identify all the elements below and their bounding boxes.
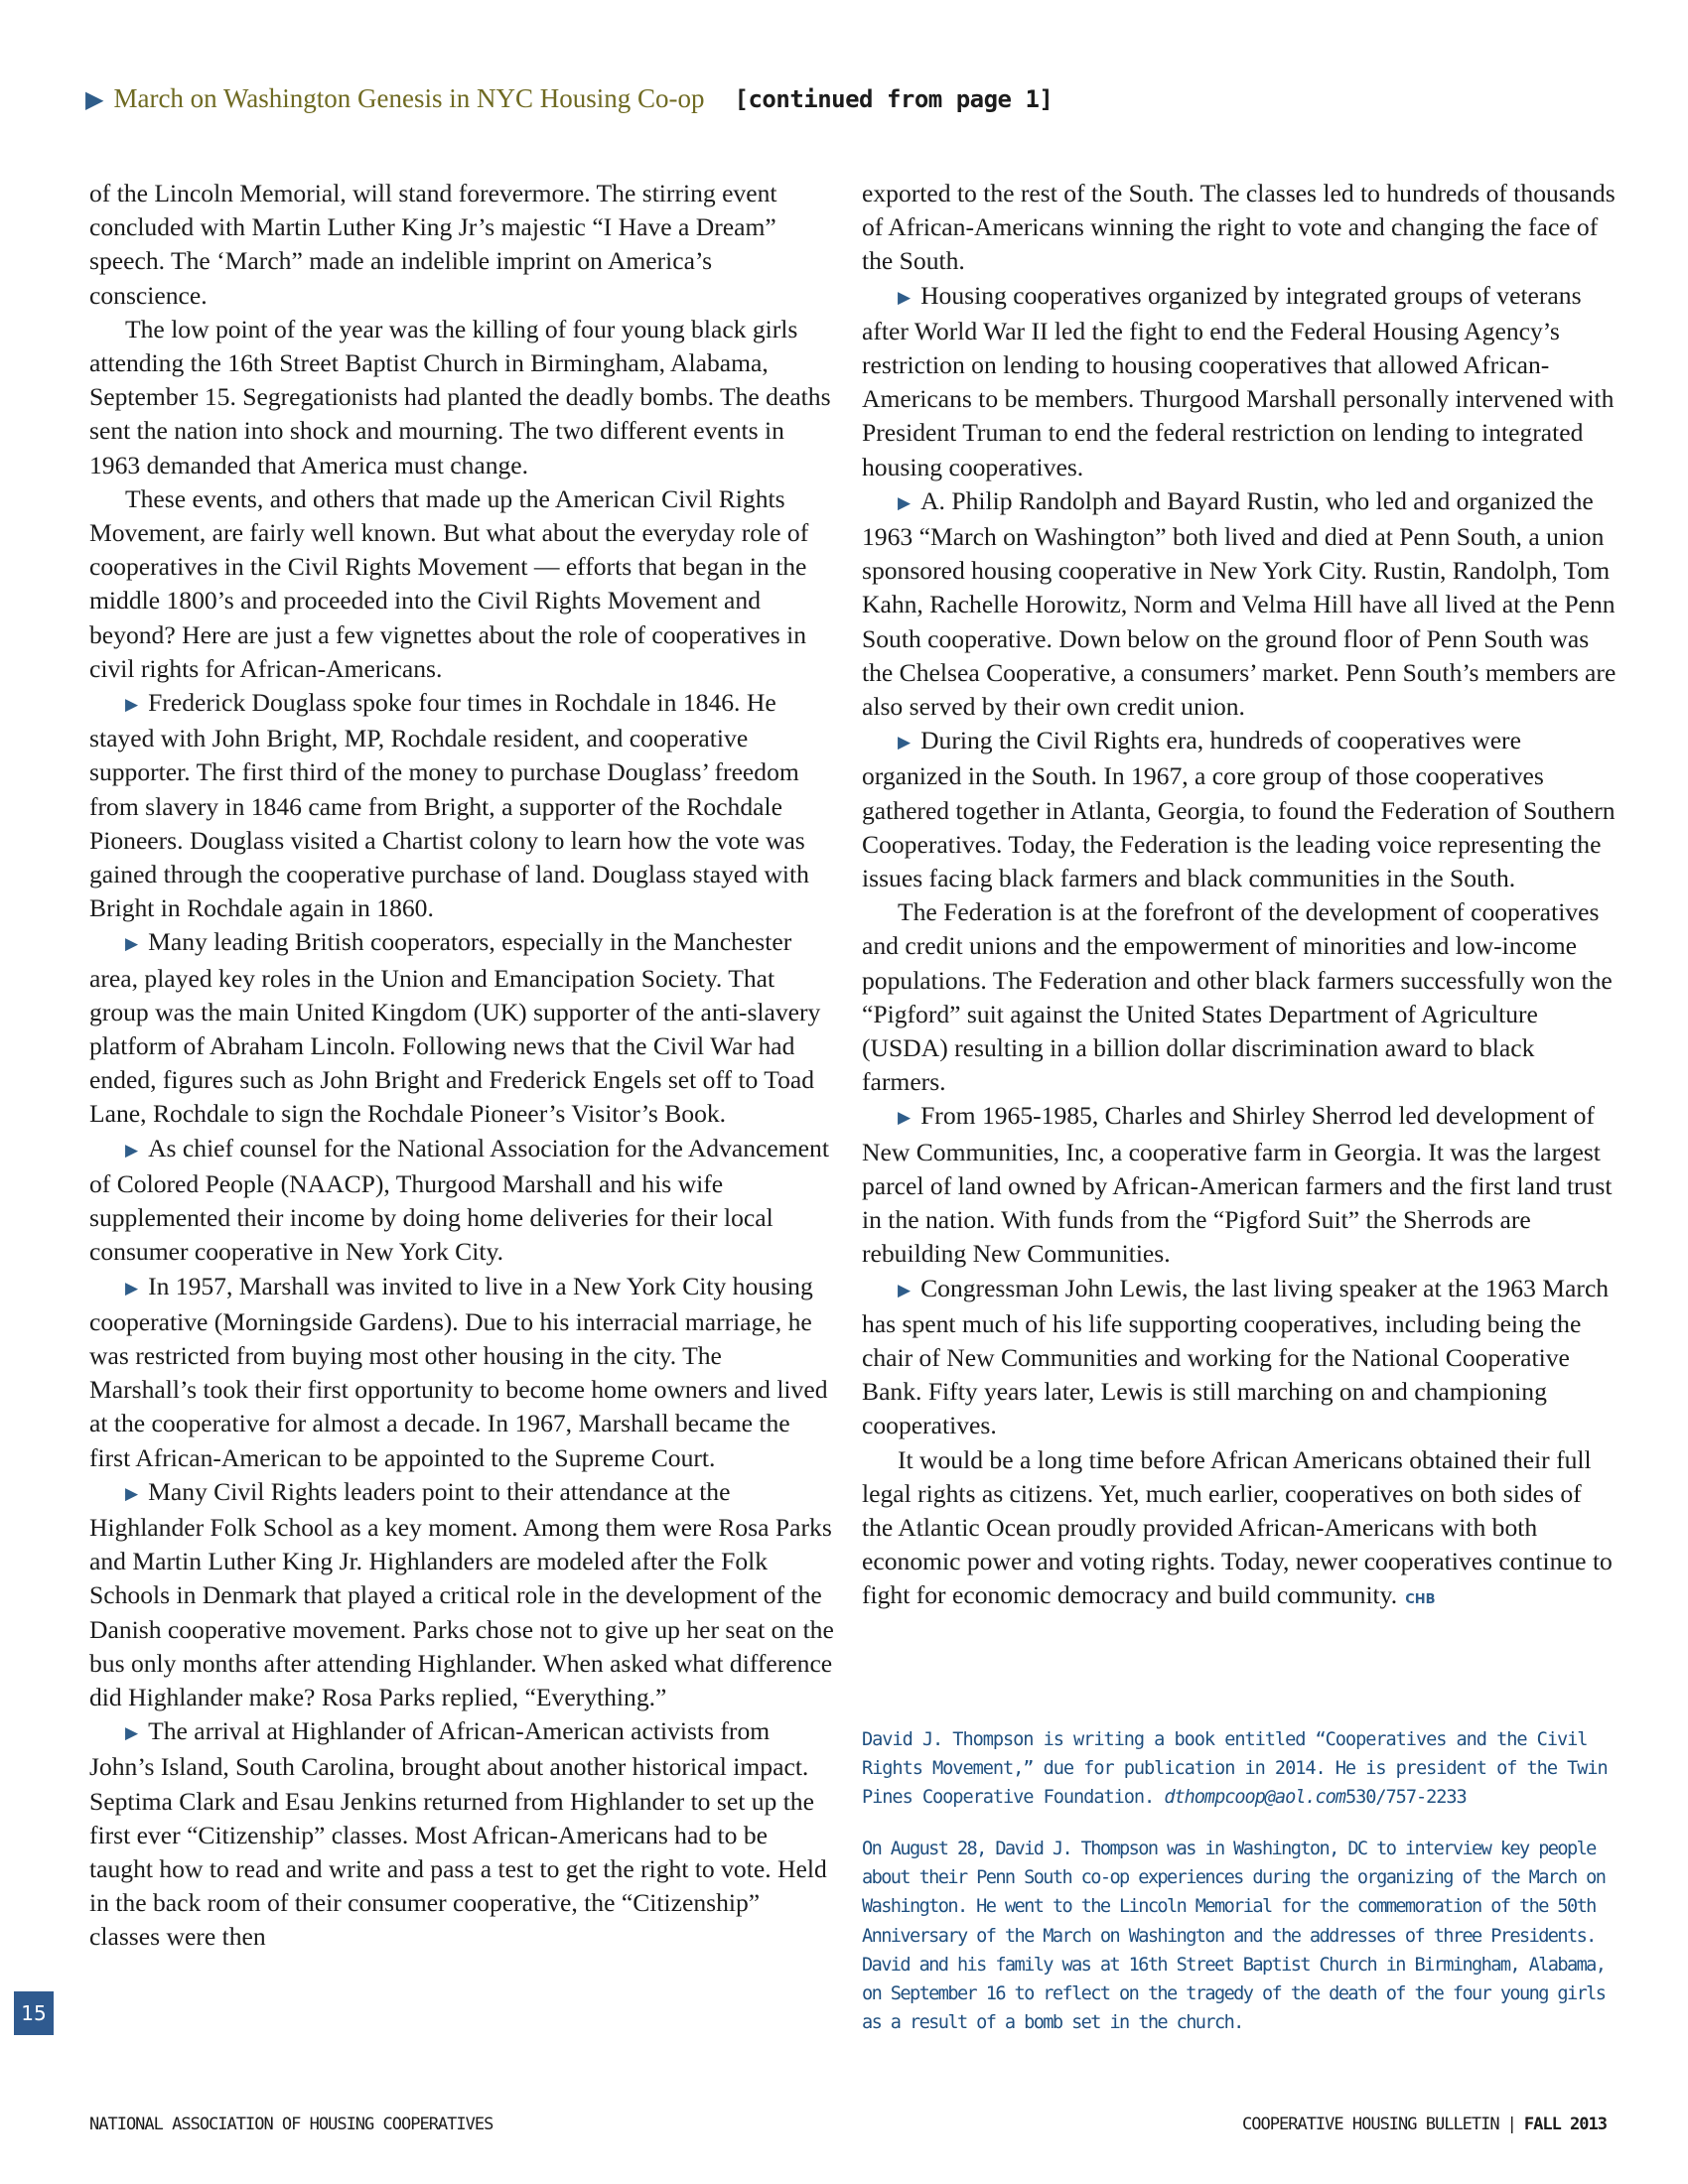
paragraph-text: A. Philip Randolph and Bayard Rustin, who led and organized the 1963 “March on Washington” both lived and died at Penn South, a union sponsored housing cooperative in New York City. Rustin, Randolph, Tom Kahn, Rachelle Horowitz, Norm and Velma Hill have all lived at the Penn South cooperative. Down below on the ground floor of Penn South was the Chelsea Cooperative, a consumers’ market. Penn South’s members are also served by their own credit union. — [862, 485, 1617, 722]
paragraph: exported to the rest of the South. The classes led to hundreds of thousands of African-Americans winning the right to vote and changing the face of the South. — [862, 179, 1616, 276]
paragraph-text: The arrival at Highlander of African-American activists from John’s Island, South Carolina, brought about another historical impact. Septima Clark and Esau Jenkins returned from Highlander to set up the first ever “Citizenship” classes. Most African-Americans had to be taught how to read and write and pass a test to get the right to vote. Held in the back room of their consumer cooperative, the “Citizenship” classes were then — [89, 1716, 827, 1952]
triangle-right-icon: ▶ — [898, 1280, 912, 1300]
triangle-right-icon: ▶ — [898, 1108, 912, 1129]
author-note — [862, 1725, 1617, 1812]
author-note-text-block — [862, 1725, 1617, 1812]
triangle-right-icon: ▶ — [85, 85, 104, 113]
triangle-right-icon: ▶ — [125, 934, 139, 955]
signature-mark: CHB — [1405, 1592, 1436, 1608]
bullet-paragraph — [862, 1272, 1617, 1443]
bullet-paragraph — [89, 1714, 834, 1954]
paragraph-text: Frederick Douglass spoke four times in Rochdale in 1846. He stayed with John Bright, MP, Rochdale resident, and cooperative supporter. The first third of the money to purchase Douglass’ freedom from slavery in 1846 came from Bright, a supporter of the Rochdale Pioneers. Douglass visited a Chartist colony to learn how the vote was gained through the cooperative purchase of land. Douglass stayed with Bright in Rochdale again in 1860. — [89, 688, 809, 923]
triangle-right-icon: ▶ — [125, 1483, 139, 1504]
closing-paragraph — [862, 1443, 1617, 1618]
article-title: March on Washington Genesis in NYC Housing Co-op — [113, 83, 705, 113]
paragraph-text: During the Civil Rights era, hundreds of cooperatives were organized in the South. In 1967, a core group of those cooperatives gathered together in Atlanta, Georgia, to found the Federation of Southern Cooperatives. Today, the Federation is the leading voice representing the issues facing black farmers and black communities in the South. — [862, 726, 1616, 893]
bullet-paragraph — [89, 1270, 834, 1475]
washington-note-text: On August 28, David J. Thompson was in Washington, DC to interview key people about their Penn South co-op experiences during the organizing of the March on Washington. He went to the Lincoln Memorial for the commemoration of the 50th Anniversary of the March on Washington and the addresses of three Presidents. David and his family was at 16th Street Baptist Church in Birmingham, Alabama, on September 16 to reflect on the tragedy of the death of the four young girls as a result of a bomb set in the church. — [862, 1839, 1606, 2034]
left-column — [89, 177, 834, 1955]
footer-organization: NATIONAL ASSOCIATION OF HOUSING COOPERATIVES — [89, 2115, 493, 2134]
bullet-paragraph — [89, 1475, 834, 1714]
paragraph: These events, and others that made up the American Civil Rights Movement, are fairly well known. But what about the everyday role of cooperatives in the Civil Rights Movement — efforts that began in the middle 1800’s and proceeded into the Civil Rights Movement and beyond? Here are just a few vignettes about the role of cooperatives in civil rights for African-Americans. — [89, 483, 809, 683]
bullet-paragraph — [862, 1099, 1617, 1271]
paragraph-text: Housing cooperatives organized by integrated groups of veterans after World War II led the fight to end the Federal Housing Agency’s restriction on lending to housing cooperatives that allowed African-Americans to be members. Thurgood Marshall personally intervened with President Truman to end the federal restriction on lending to integrated housing cooperatives. — [862, 280, 1615, 481]
paragraph: The Federation is at the forefront of the development of cooperatives and credit unions and the empowerment of minorities and low-income populations. The Federation and other black farmers successfully won the “Pigford” suit against the United States Department of Agriculture (USDA) resulting in a billion dollar discrimination award to black farmers. — [862, 897, 1613, 1097]
bullet-paragraph — [89, 925, 834, 1131]
issue-label: FALL 2013 — [1523, 2115, 1607, 2134]
bullet-paragraph — [89, 1132, 834, 1270]
footer-separator: | — [1506, 2115, 1516, 2134]
footer-publication — [1242, 2115, 1607, 2134]
paragraph-text: As chief counsel for the National Association for the Advancement of Colored People (NAACP), Thurgood Marshall and his wife supplemented their income by doing home deliveries for their local consumer cooperative in New York City. — [89, 1133, 829, 1267]
paragraph-text: In 1957, Marshall was invited to live in a New York City housing cooperative (Morningside Gardens). Due to his interracial marriage, he was restricted from buying most other housing in the city. The Marshall’s took their first opportunity to become home owners and lived at the cooperative for almost a decade. In 1967, Marshall became the first African-American to be appointed to the Supreme Court. — [89, 1271, 828, 1472]
triangle-right-icon: ▶ — [898, 733, 912, 753]
paragraph-text: From 1965-1985, Charles and Shirley Sherrod led development of New Communities, Inc, a cooperative farm in Georgia. It was the largest parcel of land owned by African-American farmers and the first land trust in the nation. With funds from the “Pigford Suit” the Sherrods are rebuilding New Communities. — [862, 1101, 1613, 1269]
publication-name: COOPERATIVE HOUSING BULLETIN — [1242, 2115, 1499, 2134]
bullet-paragraph — [89, 686, 834, 925]
washington-note — [862, 1835, 1617, 2037]
triangle-right-icon: ▶ — [125, 1140, 139, 1160]
triangle-right-icon: ▶ — [125, 1278, 139, 1298]
bullet-paragraph — [862, 724, 1617, 895]
continued-label: [continued from page 1] — [734, 85, 1054, 113]
article-header — [85, 83, 1615, 127]
paragraph: The low point of the year was the killing of four young black girls attending the 16th Street Baptist Church in Birmingham, Alabama, September 15. Segregationists had planted the deadly bombs. The deaths sent the nation into shock and mourning. The two different events in 1963 demanded that America must change. — [89, 314, 831, 479]
triangle-right-icon: ▶ — [125, 695, 139, 716]
paragraph-text: Many Civil Rights leaders point to their attendance at the Highlander Folk School as a key moment. Among them were Rosa Parks and Martin Luther King Jr. Highlanders are modeled after the Folk Schools in Denmark that played a critical role in the development of the Danish cooperative movement. Parks chose not to give up her seat on the bus only months after attending Highlander. When asked what difference did Highlander make? Rosa Parks replied, “Everything.” — [89, 1476, 834, 1711]
author-note-text: David J. Thompson is writing a book entitled “Cooperatives and the Civil Rights Movement,” due for publication in 2014. He is president of the Twin Pines Cooperative Foundation. — [862, 1729, 1608, 1808]
paragraph-text: Many leading British cooperators, especially in the Manchester area, played key roles in the Union and Emancipation Society. That group was the main United Kingdom (UK) supporter of the anti-slavery platform of Abraham Lincoln. Following news that the Civil War had ended, figures such as John Bright and Frederick Engels set off to Toad Lane, Rochdale to sign the Rochdale Pioneer’s Visitor’s Book. — [89, 927, 821, 1129]
paragraph-text: It would be a long time before African Americans obtained their full legal rights as citizens. Yet, much earlier, cooperatives on both sides of the Atlantic Ocean proudly provided African-Americans with both economic power and voting rights. Today, newer cooperatives continue to fight for economic democracy and build community. — [862, 1444, 1613, 1610]
paragraph-text: Congressman John Lewis, the last living speaker at the 1963 March has spent much of his life supporting cooperatives, including being the chair of New Communities and working for the National Cooperative Bank. Fifty years later, Lewis is still marching on and championing cooperatives. — [862, 1273, 1610, 1440]
page-number: 15 — [14, 1991, 54, 2035]
bullet-paragraph — [862, 279, 1617, 484]
author-email: dthompcoop@aol.com — [1164, 1787, 1345, 1808]
author-phone: 530/757-2233 — [1344, 1787, 1467, 1808]
right-column — [862, 177, 1617, 1618]
triangle-right-icon: ▶ — [898, 492, 912, 513]
triangle-right-icon: ▶ — [125, 1723, 139, 1744]
bullet-paragraph — [862, 484, 1617, 724]
triangle-right-icon: ▶ — [898, 287, 912, 308]
paragraph: of the Lincoln Memorial, will stand forevermore. The stirring event concluded with Martin Luther King Jr’s majestic “I Have a Dream” speech. The ‘March” made an indelible imprint on America’s conscience. — [89, 179, 777, 310]
